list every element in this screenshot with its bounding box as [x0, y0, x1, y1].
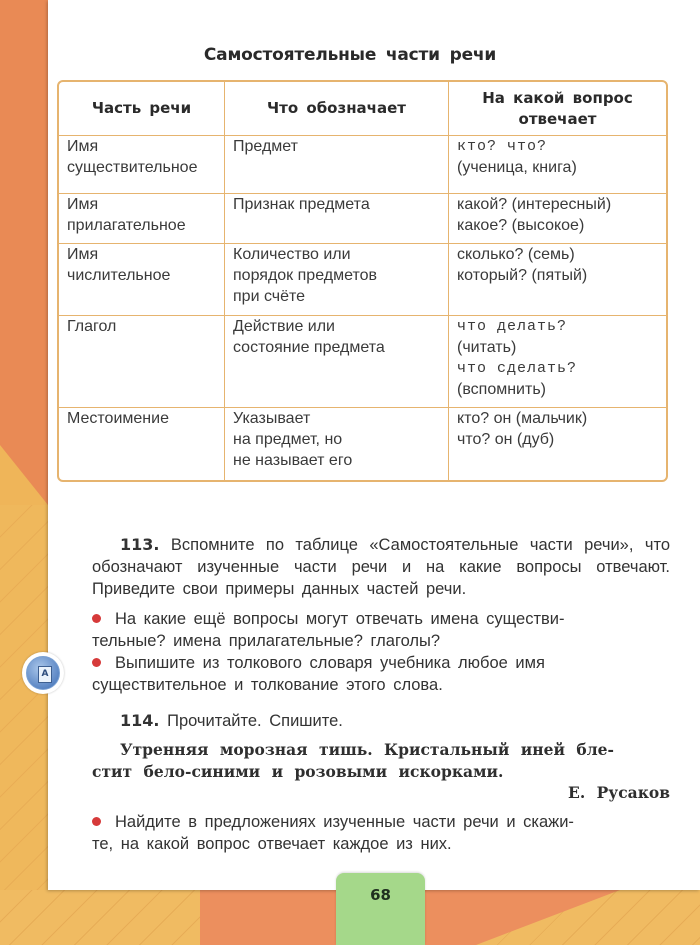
cell-meaning: Признак предмета: [225, 194, 449, 244]
exercise-number: 114.: [120, 711, 160, 730]
exercise-instruction: Прочитайте. Спишите.: [167, 712, 343, 730]
margin-decoration-yellow: [0, 505, 48, 945]
dictionary-icon: A: [22, 652, 64, 694]
page-number: 68: [370, 886, 391, 904]
exercise-113-task: [92, 534, 670, 600]
cell-question: что делать? (читать) что сделать? (вспомнить): [449, 316, 666, 408]
table-row: [59, 408, 666, 480]
margin-decoration-triangle: [0, 445, 48, 505]
cell-part: Имя прилагательное: [59, 194, 225, 244]
exercise-text: Вспомните по таблице «Самостоятельные части речи», что обозначают изученные части речи и на какие вопросы отвечают. Приведите свои примеры данных частей речи.: [92, 536, 670, 598]
cell-meaning: Указывает на предмет, но не называет его: [225, 408, 449, 480]
cell-part: Имя числительное: [59, 244, 225, 316]
parts-of-speech-table: [57, 80, 668, 482]
bullet-icon: [92, 614, 101, 623]
header-part-of-speech: Часть речи: [59, 82, 225, 136]
header-question: На какой вопрос отвечает: [449, 82, 666, 136]
table-row: [59, 136, 666, 194]
exercise-number: 113.: [120, 535, 160, 554]
cell-part: Имя существительное: [59, 136, 225, 194]
cell-question: кто? он (мальчик) что? он (дуб): [457, 410, 588, 448]
cell-meaning: Количество или порядок предметов при счёте: [225, 244, 449, 316]
table-title: Самостоятельные части речи: [203, 45, 497, 65]
page-number-tab: [336, 873, 425, 945]
exercise-113-bullet-1: На какие ещё вопросы могут отвечать имена существи- тельные? имена прилагательные? глаголы?: [92, 610, 565, 650]
header-meaning: Что обозначает: [225, 82, 449, 136]
table-row: [59, 316, 666, 408]
cell-meaning: Предмет: [225, 136, 449, 194]
cell-question: сколько? (семь) который? (пятый): [449, 244, 666, 316]
cell-question: кто? что? (ученица, книга): [449, 136, 666, 194]
cell-question: какой? (интересный) какое? (высокое): [449, 194, 666, 244]
exercise-113-bullet-2: Выпишите из толкового словаря учебника любое имя существительное и толкование этого слова.: [92, 654, 545, 694]
bullet-icon: [92, 658, 101, 667]
exercise-114-passage: Утренняя морозная тишь. Кристальный иней бле- стит бело-синими и розовыми искорками.: [92, 740, 614, 781]
bullet-icon: [92, 817, 101, 826]
exercise-114-bullet: Найдите в предложениях изученные части речи и скажи- те, на какой вопрос отвечает каждое из них.: [92, 813, 574, 853]
cell-part: Местоимение: [59, 408, 225, 480]
exercise-114-task: [92, 710, 670, 732]
table-header-row: [59, 82, 666, 136]
passage-author: Е. Русаков: [568, 783, 670, 802]
cell-part: Глагол: [59, 316, 225, 408]
table-row: [59, 244, 666, 316]
table-row: [59, 194, 666, 244]
cell-meaning: Действие или состояние предмета: [225, 316, 449, 408]
